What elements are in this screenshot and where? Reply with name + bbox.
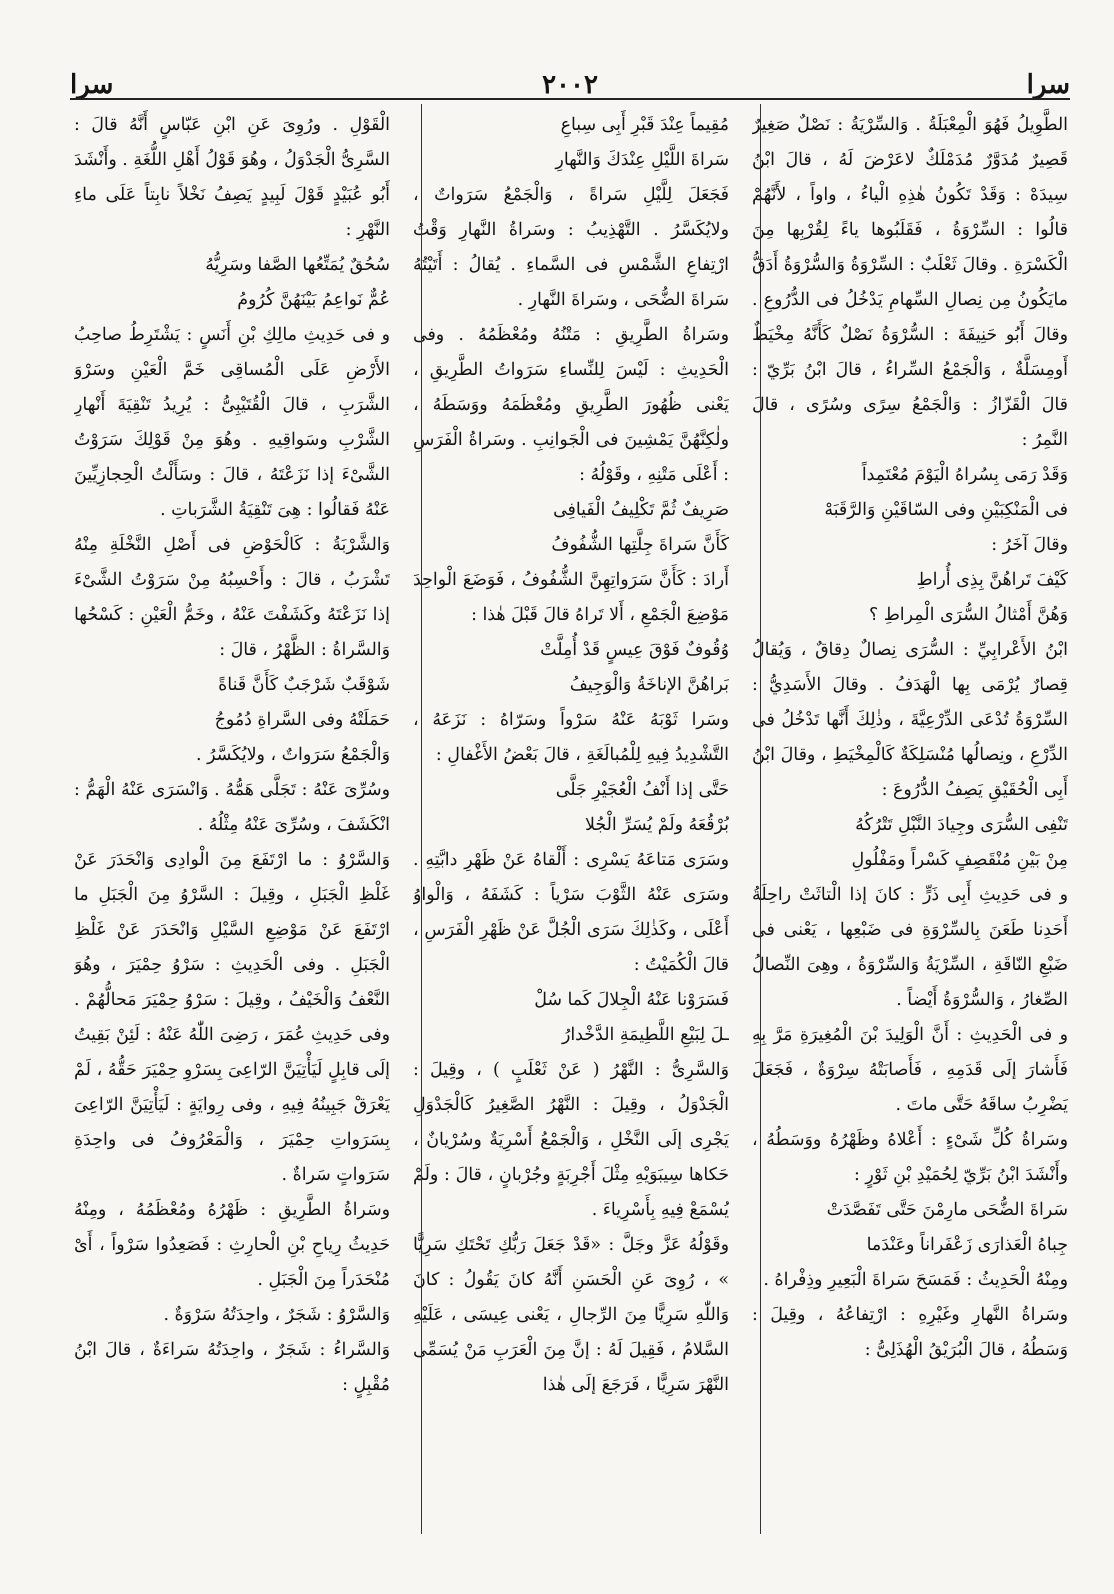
column-left [74,108,390,1538]
text-line: وَالشَّرْبَةُ : كَالْحَوْضِ فى أَصْلِ النَّخْلَةِ مِنْهُ تَشْرَبُ ، قالَ : وأَحْسِبُهُ مِنْ سَرَوْتُ الشَّىْءَ إذا نَزَعْتَهُ وكَشَفْتَ عَنْهُ ، وخَمُّ الْعَيْنِ : كَسْحُها وَالسَّراةُ : الظَّهْرُ ، قالَ : [74,535,390,660]
text-line: كَيْفَ تَراهُنَّ بِذِى أُراطِ [916,570,1068,590]
text-line: شَوْقَبٌ شَرْجَبٌ كَأَنَّ قَناةً [218,675,390,695]
text-line: الطَّوِيلُ فَهُوَ الْمِعْبَلَةُ . وَالسِّرْيَةُ : نَصْلٌ صَغِيرٌ قَصِيرٌ مُدَوَّرٌ مُدَمْلَكٌ لاعَرْضَ لَهُ ، قالَ ابْنُ سِيدَهْ : وَقَدْ تَكُونُ هٰذِهِ الْياءُ ، واواً ، لأَنَّهُمْ قالُوا : السِّرْوَةُ ، فَقَلَبُوها ياءً لِقُرْبِها مِنَ الْكَسْرَةِ . وقالَ ثَعْلَبٌ : السِّرْوَةُ وَالسُّرْوَةُ أَدَقُّ مايَكُونُ مِن نِصالِ السِّهامِ يَدْخُلُ فى الدُّرُوعِ . وقالَ أَبُو حَنِيفَةَ : السُّرْوَةُ نَصْلٌ كَأَنَّهُ مِخْيَطٌ أَومِسَلَّةٌ ، وَالْجَمْعُ السِّراءُ ، قالَ ابْنُ بَرِّيّ : قالَ الْقَزّازُ : وَالْجَمْعُ سِرًى وسُرًى ، قالَ النَّمِرُ : [752,115,1068,450]
text-line: مِنْ بَيْنِ مُنْقَصِفٍ كَسْراً ومَفْلُولِ [851,850,1068,870]
text-line: سَراةَ الضُّحَى مارِمْنَ حَتَّى تَفَصَّدَتْ [826,1200,1068,1220]
text-line: وَالسَّراءُ : شَجَرٌ ، واحِدَتُهُ سَراءَةٌ ، قالَ ابْنُ مُقْبِلٍ : [74,1340,390,1395]
header-rule [70,98,1070,100]
text-line: وَهُنَّ أَمْثالُ السُّرَى الْمِراطِ ؟ [868,605,1068,625]
text-line: وَالسَّرْوُ : ما ارْتَفَعَ مِنَ الْوادِى وَانْحَدَرَ عَنْ غَلْظِ الْجَبَلِ ، وقِيلَ : السَّرْوُ مِنَ الْجَبَلِ ما ارْتَفَعَ عَنْ مَوْضِعِ السَّيْلِ وَانْحَدَرَ عَنْ غَلْظِ الْجَبَلِ . وفى الْحَدِيثِ : سَرْوُ حِمْيَرَ ، وهُوَ النَّعْفُ وَالْخَيْفُ ، وقِيلَ : سَرْوُ حِمْيَرَ مَحالُّهُمْ . وفى حَدِيثِ عُمَرَ ، رَضِىَ اللّٰهُ عَنْهُ : لَئِنْ بَقِيتُ إلَى قابِلٍ لَيَأْتِيَنَّ الرّاعِىَ بِسَرْوِ حِمْيَرَ حَقُّهُ ، لَمْ يَعْرَقْ جَبِينُهُ فِيهِ ، وفى رِوايَةٍ : لَيَأْتِيَنَّ الرّاعِىَ بِسَرَواتِ حِمْيَرَ ، وَالْمَعْرُوفُ فى واحِدَةِ سَرَواتٍ سَراةٌ . [74,850,390,1185]
text-line: و فى الْحَدِيثِ : أَنَّ الْوَلِيدَ بْنَ الْمُغِيرَةِ مَرَّ بِهِ فَأَشارَ إلَى قَدَمِهِ ، فَأَصابَتْهُ سِرْوَةٌ ، فَجَعَلَ يَضْرِبُ ساقَهُ حَتَّى ماتَ . [752,1025,1068,1115]
page-header [70,60,1070,100]
text-line: وسَرا ثَوْبَهُ عَنْهُ سَرْواً وسَرّاهُ : نَزَعَهُ ، التَّشْدِيدُ فِيهِ لِلْمُبالَغَةِ ، قالَ بَعْضُ الأَغْفالِ : [413,710,729,765]
column-middle [413,108,729,1538]
text-line: تَنْفِى السُّرَى وجِيادَ النَّبْلِ تَتْرُكُهُ [855,815,1068,835]
text-line: سَراةَ اللَّيْلِ عِنْدَكَ وَالنَّهارِ [555,150,729,170]
text-line: وَالْجَمْعُ سَرَواتٌ ، ولايُكَسَّرُ . [196,745,390,765]
text-line: بَراهُنَّ الإناخَةُ وَالْوَجِيفُ [569,675,729,695]
column-right [752,108,1068,1538]
text-line: وسَراةُ كُلِّ شَىْءٍ : أَعْلاهُ وظَهْرُهُ ووَسَطُهُ ، وأَنْشَدَ ابْنُ بَرِّيّ لِحُمَيْدِ بْنِ ثَوْرٍ : [752,1130,1068,1185]
column-divider [760,104,761,1534]
text-line: أَرادَ : كَأَنَّ سَرَواتِهِنَّ الشُّفُوفُ ، فَوَضَعَ الْواحِدَ مَوْضِعَ الْجَمْعِ ، أَلا تَراهُ قالَ قَبْلَ هٰذا : [413,570,729,625]
text-line: حَمَلَتْهُ وفى السَّراةِ دُمُوجُ [214,710,390,730]
text-line: وسَراةُ الطَّرِيقِ : مَتْنُهُ ومُعْظَمُهُ . وفى الْحَدِيثِ : لَيْسَ لِلنِّساءِ سَرَواتُ الطَّرِيقِ ، يَعْنى ظُهُورَ الطَّرِيقِ ومُعْظَمَهُ ووَسَطَهُ ، ولٰكِنَّهُنَّ يَمْشِينَ فى الْجَوانِبِ . وسَراةُ الْفَرَسِ : أَعْلَى مَتْنِهِ ، وقَوْلُهُ : [413,325,729,485]
text-line: فى الْمَنْكِبَيْنِ وفى السّاقَيْنِ وَالرَّقَبَهْ [824,500,1068,520]
text-line: مُقِيماً عِنْدَ قَبْرِ أَبِى سِباعِ [560,115,729,135]
text-line: ـلَ لِبَيْعِ اللَّطِيمَةِ الدَّخْدارُ [561,1025,729,1045]
text-line: وقالَ آخَرُ : [991,535,1068,555]
text-line: وقَوْلُهُ عَزَّ وجَلَّ : «قَدْ جَعَلَ رَبُّكِ تَحْتَكِ سَرِيًّا » ، رُوِىَ عَنِ الْحَسَنِ أَنَّهُ كانَ يَقُولُ : كانَ وَاللّٰهِ سَرِيًّا مِنَ الرِّجالِ ، يَعْنى عِيسَى ، عَلَيْهِ السَّلامُ ، فَقِيلَ لَهُ : إنَّ مِنَ الْعَرَبِ مَنْ يُسَمِّى النَّهْرَ سَرِيًّا ، فَرَجَعَ إلَى هٰذا [413,1235,729,1395]
text-line: عُمٌّ نَواعِمُ بَيْنَهُنَّ كُرُومُ [237,290,390,310]
text-line: سُحُقٌ يُمَتِّعُها الصَّفا وسَرِيُّهُ [205,255,390,275]
text-line: وُقُوفٌ فَوْقَ عِيسٍ قَدْ أُمِلَّتْ [540,640,729,660]
text-line: وسَراةُ النَّهارِ وغَيْرِهِ : ارْتِفاعُهُ ، وقِيلَ : وَسَطُهُ ، قالَ الْبُرَيْقُ الْهُذَلِىُّ : [752,1305,1068,1360]
text-line: كَأَنَّ سَراةَ جِلَّتِها الشُّفُوفُ [551,535,729,555]
text-line: وَالسَّرِىُّ : النَّهْرُ ( عَنْ ثَعْلَبٍ ) ، وقِيلَ : الْجَدْوَلُ ، وقِيلَ : النَّهْرُ الصَّغِيرُ كَالْجَدْوَلِ يَجْرِى إلَى النَّخْلِ ، وَالْجَمْعُ أَسْرِيَةٌ وسُرْيانٌ ، حَكاها سِيبَوَيْهِ مِثْلَ أَجْرِبَةٍ وجُرْبانٍ ، قالَ : ولَمْ يُسْمَعْ فِيهِ بِأَسْرِياءَ . [413,1060,729,1220]
text-line: ومِنْهُ الْحَدِيثُ : فَمَسَحَ سَراةَ الْبَعِيرِ وذِفْراهُ . [763,1270,1068,1290]
text-line: جِباهُ الْعَذارَى زَعْفَراناً وعَنْدَما [866,1235,1068,1255]
text-line: و فى حَدِيثِ أَبِى ذَرٍّ : كانَ إذا الْتاثَتْ راحِلَةُ أَحَدِنا طَعَنَ بِالسِّرْوَةِ فى ضَبْعِها ، يَعْنى فى ضَبْعِ النّاقَةِ ، السِّرْيَةُ وَالسِّرْوَةُ ، وهِىَ النِّصالُ الصِّغارُ ، وَالسُّرْوَةُ أَيْضاً . [752,885,1068,1010]
text-line: فَجَعَلَ لِلَّيْلِ سَراةً ، وَالْجَمْعُ سَرَواتٌ ، ولايُكَسَّرُ . التَّهْذِيبُ : وسَراةُ النَّهارِ وَقْتُ ارْتِفاعِ الشَّمْسِ فى السَّماءِ . يُقالُ : أَتَيْتُهُ سَراةَ الضُّحَى ، وسَراةَ النَّهارِ . [413,185,729,310]
text-line: حَتَّى إذا أَنْفُ الْعُجَيْرِ جَلَّى [555,780,729,800]
text-line: وسَراةُ الطَّرِيقِ : ظَهْرُهُ ومُعْظَمُهُ ، ومِنْهُ حَدِيثُ رِياحِ بْنِ الْحارِثِ : فَصَعِدُوا سَرْواً ، أَىْ مُنْحَدَراً مِنَ الْجَبَلِ . [74,1200,390,1290]
text-line: فَسَرَوْنا عَنْهُ الْجِلالَ كَما سُلْ [534,990,729,1010]
column-divider [421,104,422,1534]
text-line: وَقَدْ رَمَى بِسُراهُ الْيَوْمَ مُعْتَمِداً [861,465,1068,485]
text-columns [74,108,1068,1538]
text-line: وسَرَى مَتاعَهُ يَسْرِى : أَلْقاهُ عَنْ ظَهْرِ دابَّتِهِ . وسَرَى عَنْهُ الثَّوْبَ سَرْياً : كَشَفَهُ ، وَالْواوُ أَعْلَى ، وكَذٰلِكَ سَرَى الْجُلَّ عَنْ ظَهْرِ الْفَرَسِ ، قالَ الْكُمَيْتُ : [413,850,729,975]
text-line: الْقَوْلِ . ورُوِىَ عَنِ ابْنِ عَبّاسٍ أَنَّهُ قالَ : السَّرِىُّ الْجَدْوَلُ ، وهُوَ قَوْلُ أَهْلِ اللُّغَةِ . وأَنْشَدَ أَبُو عُبَيْدٍ قَوْلَ لَبِيدٍ يَصِفُ نَخْلاً نابِتاً عَلَى ماءِ النَّهْرِ : [74,115,390,240]
text-line: ابْنُ الأَعْرابِيِّ : السُّرَى نِصالٌ دِقاقٌ ، وَيُقالُ قِصارٌ يُرْمَى بِها الْهَدَفُ . وقالَ الأَسَدِيُّ : السِّرْوَةُ تُدْعَى الدِّرْعِيَّةَ ، وذٰلِكَ أَنَّها تَدْخُلُ فى الدِّرْعِ ، ونِصالُها مُنْسَلِكَةٌ كَالْمِخْيَطِ ، وقالَ ابْنُ أَبِى الْحُقَيْقِ يَصِفُ الدُّرُوعَ : [752,640,1068,800]
header-keyword-right: سرا [1026,70,1070,100]
header-keyword-left: سرا [70,70,114,100]
text-line: وسُرِّىَ عَنْهُ : تَجَلَّى هَمُّهُ . وَانْسَرَى عَنْهُ الْهَمُّ : انْكَشَفَ ، وسُرِّىَ عَنْهُ مِثْلُهُ . [74,780,390,835]
text-line: صَرِيفٌ ثُمَّ تَكْلِيفُ الْفَيافِى [553,500,729,520]
text-line: و فى حَدِيثِ مالِكِ بْنِ أَنَسٍ : يَشْتَرِطُ صاحِبُ الأَرْضِ عَلَى الْمُساقِى خَمَّ الْعَيْنِ وسَرْوَ الشَّرَبِ ، قالَ الْقُتَيْبِىُّ : يُرِيدُ تَنْقِيَةَ أَنْهارِ الشَّرْبِ وسَواقِيهِ . وهُوَ مِنْ قَوْلِكَ سَرَوْتُ الشَّىْءَ إذا نَزَعْتَهُ ، قالَ : وسَأَلْتُ الْحِجازِيِّينَ عَنْهُ فَقالُوا : هِىَ تَنْقِيَةُ الشَّرَباتِ . [74,325,390,520]
text-line: بُرْقُعَهُ ولَمْ يُسَرِّ الْجُلا [585,815,729,835]
text-line: وَالسَّرْوُ : شَجَرٌ ، واحِدَتُهُ سَرْوَةٌ . [163,1305,390,1325]
page-number: ٢٠٠٢ [542,70,598,100]
